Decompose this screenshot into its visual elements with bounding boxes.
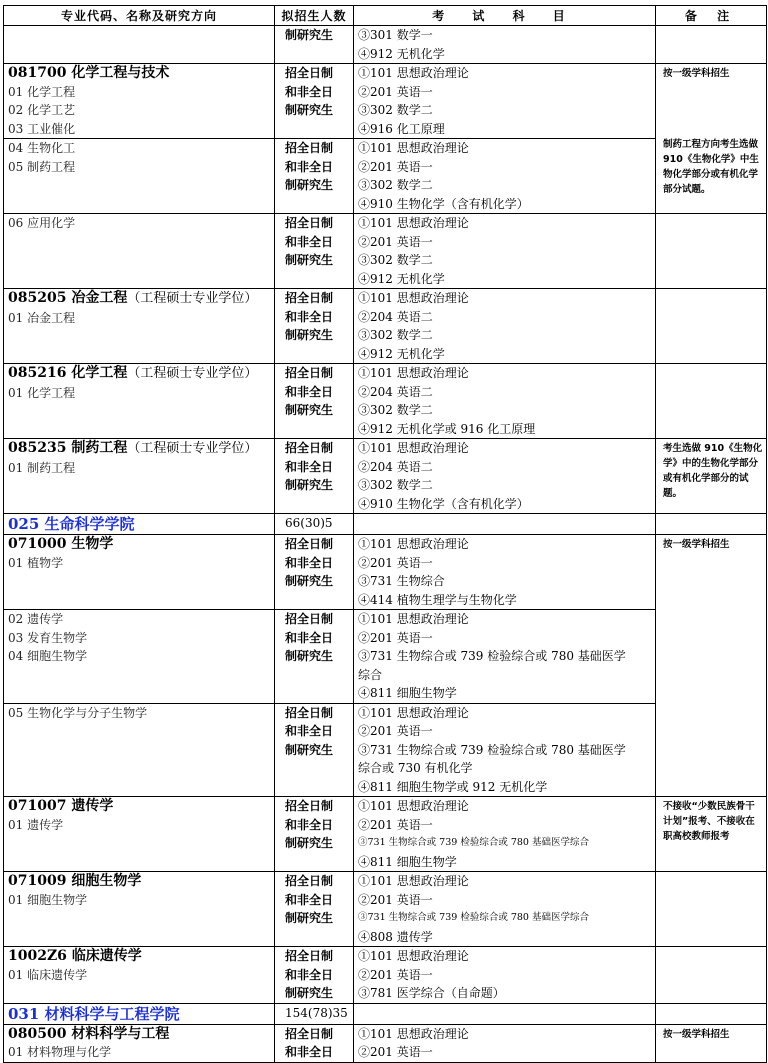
major-code: 081700 — [8, 65, 72, 81]
quota-cell — [275, 139, 354, 214]
exam-subject: ①101 思想政治理论 — [358, 1026, 469, 1041]
exam-subject: ①101 思想政治理论 — [358, 216, 469, 230]
exam-cell — [354, 797, 656, 872]
exam-cell — [354, 26, 656, 64]
major-row — [4, 139, 767, 214]
quota-line: 招全日制 — [285, 1026, 334, 1041]
header-quota: 拟招生人数 — [275, 6, 354, 26]
major-row — [4, 947, 767, 1004]
exam-subject: ②201 英语一 — [358, 967, 433, 982]
exam-cell — [354, 610, 656, 704]
quota-line: 和非全日 — [285, 459, 334, 474]
remark-cell — [656, 514, 767, 535]
exam-subject: ③302 数学二 — [358, 253, 433, 267]
quota-line: 制研究生 — [285, 649, 334, 663]
quota-cell — [275, 1024, 354, 1062]
quota-line: 招全日制 — [285, 874, 334, 888]
research-direction: 06 应用化学 — [8, 216, 76, 230]
exam-subject: ①101 思想政治理论 — [358, 612, 469, 626]
school-quota-cell — [275, 514, 354, 535]
major-row — [4, 797, 767, 872]
exam-subject: ①101 思想政治理论 — [358, 949, 469, 963]
header-major: 专业代码、名称及研究方向 — [4, 6, 275, 26]
remark-cell — [656, 439, 767, 514]
major-title — [8, 797, 274, 816]
exam-subject: ②201 英语一 — [358, 84, 433, 99]
major-title — [8, 64, 274, 83]
remark-text: 考生选做 910《生物化学》中的生物化学部分或有机化学部分的试题。 — [663, 443, 763, 499]
exam-subject: ②204 英语二 — [358, 459, 433, 474]
exam-subject: ③302 数学二 — [358, 478, 433, 492]
major-code: 085205 — [8, 290, 72, 306]
exam-subject: ③731 生物综合 — [358, 574, 445, 588]
exam-subject: ④808 遗传学 — [358, 929, 433, 944]
exam-cell — [354, 872, 656, 947]
quota-cell — [275, 364, 354, 439]
remark-cell — [656, 1003, 767, 1024]
research-direction: 04 生物化工 — [8, 141, 76, 155]
exam-subject: ③731 生物综合或 739 检验综合或 780 基础医学 — [358, 649, 626, 663]
major-cell — [4, 535, 275, 610]
exam-subject: ③302 数学二 — [358, 328, 433, 342]
remark-cell — [656, 364, 767, 439]
exam-subject: ④414 植物生理学与生物化学 — [358, 592, 517, 607]
exam-subject: ②201 英语一 — [358, 1045, 433, 1059]
quota-cell — [275, 947, 354, 1004]
quota-line: 制研究生 — [285, 911, 334, 925]
header-exams: 考 试 科 目 — [354, 6, 656, 26]
quota-cell — [275, 64, 354, 139]
research-direction: 03 发育生物学 — [8, 630, 88, 645]
quota-line: 制研究生 — [285, 478, 334, 492]
header-remarks: 备 注 — [656, 6, 767, 26]
research-direction: 01 细胞生物学 — [8, 892, 88, 907]
quota-line: 和非全日 — [285, 1045, 334, 1059]
quota-line: 招全日制 — [285, 705, 334, 720]
catalog-body — [4, 26, 767, 1063]
school-quota: 66(30)5 — [285, 516, 333, 530]
exam-subject: ②201 英语一 — [358, 817, 433, 832]
exam-cell — [354, 1024, 656, 1062]
exam-subject: ③302 数学二 — [358, 178, 433, 192]
research-direction: 01 临床遗传学 — [8, 967, 88, 982]
quota-line: 和非全日 — [285, 724, 334, 738]
exam-subject: ③731 生物综合或 739 检验综合或 780 基础医学综合 — [358, 837, 589, 848]
exam-subject: ②201 英语一 — [358, 159, 433, 174]
major-row — [4, 439, 767, 514]
remark-cell — [656, 1024, 767, 1062]
school-row — [4, 514, 767, 535]
major-cell — [4, 610, 275, 704]
exam-subject: ③731 生物综合或 739 检验综合或 780 基础医学 — [358, 742, 626, 757]
major-code: 085216 — [8, 365, 72, 381]
major-cell — [4, 703, 275, 797]
major-cell — [4, 872, 275, 947]
major-cell — [4, 26, 275, 64]
major-title — [8, 364, 274, 384]
remark-text: 不接收“少数民族骨干计划”报考、不接收在职高校教师报考 — [663, 801, 755, 842]
quota-line: 制研究生 — [285, 103, 334, 117]
research-direction: 01 植物学 — [8, 555, 64, 570]
exam-cell — [354, 1003, 656, 1024]
quota-cell — [275, 703, 354, 797]
quota-line: 招全日制 — [285, 141, 334, 155]
major-row — [4, 872, 767, 947]
major-name: 化学工程 — [71, 365, 128, 381]
exam-subject: 综合或 730 有机化学 — [358, 761, 473, 775]
school-row — [4, 1003, 767, 1024]
major-name: 细胞生物学 — [71, 873, 142, 889]
quota-line: 招全日制 — [285, 216, 334, 230]
major-name: 制药工程 — [71, 440, 128, 456]
quota-line: 和非全日 — [285, 384, 334, 399]
exam-subject: ①101 思想政治理论 — [358, 141, 469, 155]
exam-subject: ②201 英语一 — [358, 234, 433, 249]
quota-line: 制研究生 — [285, 328, 334, 342]
quota-line: 制研究生 — [285, 742, 334, 757]
major-row — [4, 214, 767, 289]
major-name: 遗传学 — [71, 798, 114, 814]
quota-cell — [275, 535, 354, 610]
research-direction: 01 冶金工程 — [8, 310, 76, 325]
major-name: 冶金工程 — [71, 290, 128, 306]
research-direction: 04 细胞生物学 — [8, 649, 88, 663]
quota-line: 和非全日 — [285, 817, 334, 832]
quota-line: 和非全日 — [285, 159, 334, 174]
school-cell — [4, 1003, 275, 1024]
exam-subject: ①101 思想政治理论 — [358, 799, 469, 813]
quota-cell — [275, 439, 354, 514]
research-direction: 05 制药工程 — [8, 159, 76, 174]
remark-cell — [656, 535, 767, 797]
research-direction: 01 化学工程 — [8, 84, 76, 99]
quota-cell — [275, 214, 354, 289]
remark-cell — [656, 872, 767, 947]
exam-subject: ③781 医学综合（自命题） — [358, 986, 505, 1000]
major-title — [8, 439, 274, 459]
exam-subject: ②201 英语一 — [358, 555, 433, 570]
quota-line: 招全日制 — [285, 612, 334, 626]
major-code: 1002Z6 — [8, 948, 72, 964]
exam-subject: ①101 思想政治理论 — [358, 66, 469, 80]
school-name: 031 材料科学与工程学院 — [8, 1004, 180, 1023]
major-name: 临床遗传学 — [71, 948, 142, 964]
remark-cell — [656, 289, 767, 364]
school-cell — [4, 514, 275, 535]
remark-text: 制药工程方向考生选做 910《生物化学》中生物化学部分或有机化学部分试题。 — [663, 139, 759, 195]
school-quota-cell — [275, 1003, 354, 1024]
major-title — [8, 872, 274, 891]
quota-line: 制研究生 — [285, 253, 334, 267]
major-cell — [4, 214, 275, 289]
major-title — [8, 947, 274, 966]
quota-cell — [275, 872, 354, 947]
exam-subject: ④811 细胞生物学 — [358, 686, 457, 700]
remark-cell — [656, 64, 767, 214]
exam-subject: ①101 思想政治理论 — [358, 366, 469, 380]
remark-cell — [656, 947, 767, 1004]
remark-text: 按一级学科招生 — [663, 539, 730, 550]
quota-cell — [275, 797, 354, 872]
school-name: 025 生命科学学院 — [8, 515, 135, 533]
quota-line: 和非全日 — [285, 309, 334, 324]
research-direction: 01 制药工程 — [8, 460, 76, 475]
remark-text: 按一级学科招生 — [663, 1028, 730, 1040]
major-name: 生物学 — [71, 536, 114, 552]
exam-cell — [354, 289, 656, 364]
research-direction: 01 遗传学 — [8, 817, 64, 832]
exam-subject: ④912 无机化学 — [358, 271, 445, 286]
exam-cell — [354, 214, 656, 289]
research-direction: 02 遗传学 — [8, 612, 64, 626]
exam-subject: ①101 思想政治理论 — [358, 537, 469, 551]
research-direction: 02 化学工艺 — [8, 103, 76, 117]
exam-subject: ①101 思想政治理论 — [358, 291, 469, 305]
major-cell — [4, 289, 275, 364]
quota-line: 和非全日 — [285, 234, 334, 249]
major-code: 071007 — [8, 798, 72, 814]
quota-line: 招全日制 — [285, 537, 334, 551]
exam-cell — [354, 439, 656, 514]
major-cell — [4, 797, 275, 872]
major-cell — [4, 364, 275, 439]
major-note: （工程硕士专业学位） — [127, 366, 258, 381]
exam-subject: ③302 数学二 — [358, 103, 433, 117]
exam-cell — [354, 139, 656, 214]
quota-line: 制研究生 — [285, 28, 334, 42]
exam-subject: ④910 生物化学（含有机化学） — [358, 196, 529, 211]
quota-line: 和非全日 — [285, 84, 334, 99]
quota-line: 和非全日 — [285, 892, 334, 907]
exam-subject: ④916 化工原理 — [358, 121, 445, 136]
exam-cell — [354, 947, 656, 1004]
major-title — [8, 1025, 274, 1044]
major-cell — [4, 1024, 275, 1062]
exam-subject: ②204 英语二 — [358, 309, 433, 324]
exam-subject: ②201 英语一 — [358, 630, 433, 645]
quota-line: 制研究生 — [285, 574, 334, 588]
exam-cell — [354, 703, 656, 797]
quota-cell — [275, 26, 354, 64]
exam-cell — [354, 514, 656, 535]
catalog-table — [3, 5, 767, 1063]
exam-subject: ④912 无机化学 — [358, 346, 445, 361]
exam-subject: ④912 无机化学或 916 化工原理 — [358, 421, 536, 436]
major-cell — [4, 439, 275, 514]
remark-text: 按一级学科招生 — [663, 68, 730, 79]
major-code: 071000 — [8, 536, 72, 552]
exam-subject: ③302 数学二 — [358, 403, 433, 417]
major-cell — [4, 947, 275, 1004]
major-code: 085235 — [8, 440, 72, 456]
quota-line: 招全日制 — [285, 366, 334, 380]
quota-line: 制研究生 — [285, 403, 334, 417]
exam-subject: ①101 思想政治理论 — [358, 441, 469, 455]
quota-line: 和非全日 — [285, 630, 334, 645]
remark-cell — [656, 26, 767, 64]
quota-line: 制研究生 — [285, 836, 334, 850]
major-code: 080500 — [8, 1025, 72, 1042]
quota-cell — [275, 289, 354, 364]
major-row — [4, 1024, 767, 1062]
exam-subject: ④910 生物化学（含有机化学） — [358, 496, 529, 511]
exam-subject: ②201 英语一 — [358, 892, 433, 907]
exam-subject: ①101 思想政治理论 — [358, 874, 469, 888]
major-row — [4, 289, 767, 364]
quota-line: 招全日制 — [285, 291, 334, 305]
major-row — [4, 364, 767, 439]
exam-subject: ④811 细胞生物学或 912 无机化学 — [358, 779, 548, 794]
exam-subject: ③301 数学一 — [358, 28, 433, 42]
header-row — [4, 6, 767, 26]
exam-subject: ④912 无机化学 — [358, 46, 445, 61]
quota-cell — [275, 610, 354, 704]
research-direction: 01 化学工程 — [8, 385, 76, 400]
major-title — [8, 289, 274, 309]
major-row — [4, 703, 767, 797]
major-row — [4, 64, 767, 139]
quota-line: 制研究生 — [285, 986, 334, 1000]
research-direction: 05 生物化学与分子生物学 — [8, 705, 148, 720]
research-direction: 01 材料物理与化学 — [8, 1045, 112, 1059]
exam-subject: ④811 细胞生物学 — [358, 854, 457, 869]
quota-line: 和非全日 — [285, 555, 334, 570]
exam-cell — [354, 535, 656, 610]
major-cell — [4, 64, 275, 139]
remark-cell — [656, 214, 767, 289]
school-quota: 154(78)35 — [285, 1005, 348, 1020]
major-note: （工程硕士专业学位） — [127, 291, 258, 306]
major-title — [8, 535, 274, 554]
major-note: （工程硕士专业学位） — [127, 441, 258, 456]
major-name: 材料科学与工程 — [71, 1025, 170, 1042]
major-row — [4, 535, 767, 610]
major-row — [4, 26, 767, 64]
research-direction: 03 工业催化 — [8, 121, 76, 136]
major-row — [4, 610, 767, 704]
exam-subject: ③731 生物综合或 739 检验综合或 780 基础医学综合 — [358, 912, 589, 923]
exam-subject: ①101 思想政治理论 — [358, 705, 469, 720]
quota-line: 和非全日 — [285, 967, 334, 982]
major-code: 071009 — [8, 873, 72, 889]
major-cell — [4, 139, 275, 214]
quota-line: 招全日制 — [285, 441, 334, 455]
quota-line: 制研究生 — [285, 178, 334, 192]
quota-line: 招全日制 — [285, 66, 334, 80]
major-name: 化学工程与技术 — [71, 65, 170, 81]
remark-cell — [656, 797, 767, 872]
exam-subject: 综合 — [358, 667, 383, 682]
quota-line: 招全日制 — [285, 949, 334, 963]
exam-subject: ②204 英语二 — [358, 384, 433, 399]
exam-subject: ②201 英语一 — [358, 724, 433, 738]
quota-line: 招全日制 — [285, 799, 334, 813]
exam-cell — [354, 364, 656, 439]
exam-cell — [354, 64, 656, 139]
